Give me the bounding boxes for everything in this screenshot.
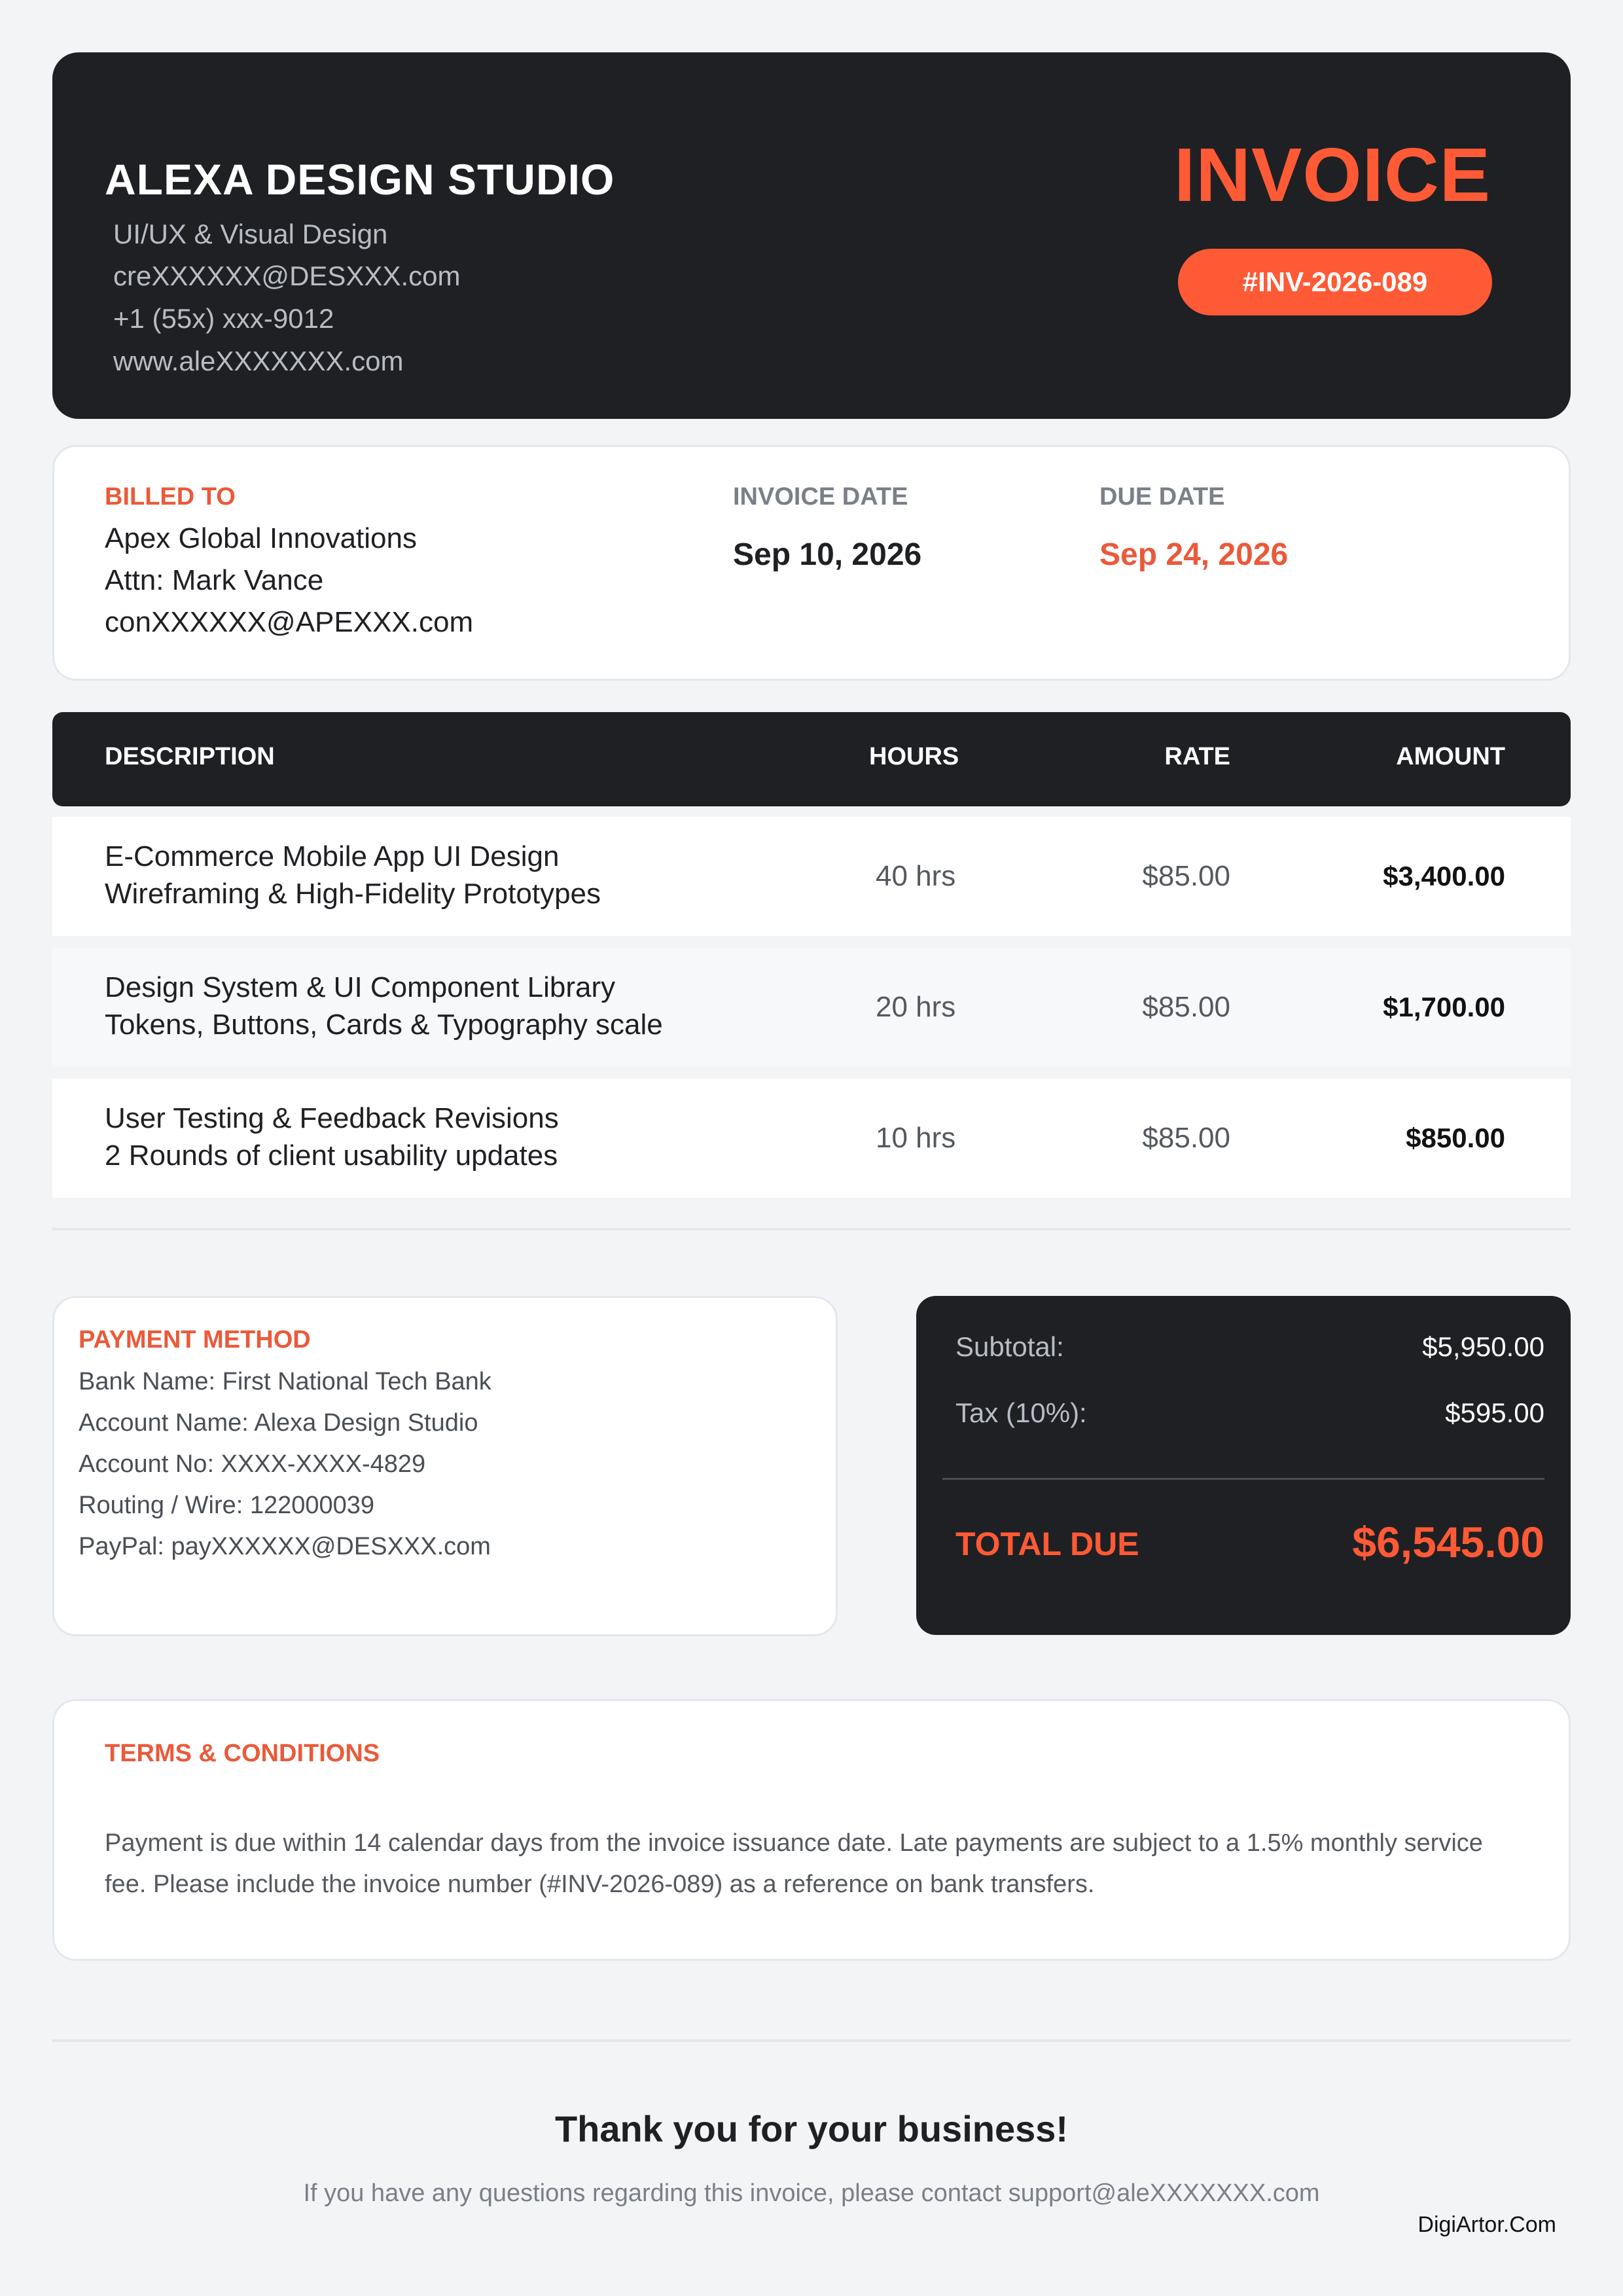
- subtotal-label: Subtotal:: [955, 1331, 1064, 1362]
- invoice-title: INVOICE: [1174, 132, 1491, 217]
- row-hours: 40 hrs: [876, 860, 956, 892]
- row-rate: $85.00: [1142, 1122, 1230, 1154]
- row-title: User Testing & Feedback Revisions: [105, 1102, 559, 1134]
- terms-text: Payment is due within 14 calendar days from the invoice issuance date. Late payments are subject to a 1.5% monthly service fee. Please include the invoice number (#INV-2026-089) as a reference on bank transfers.: [105, 1829, 1483, 1898]
- client-email: conXXXXXX@APEXXX.com: [105, 606, 474, 638]
- column-header-rate: RATE: [1164, 743, 1230, 770]
- total-due-label: TOTAL DUE: [955, 1526, 1139, 1562]
- totals-divider: [942, 1478, 1544, 1480]
- studio-name: ALEXA DESIGN STUDIO: [105, 155, 615, 204]
- invoice-number-badge: #INV-2026-089: [1178, 249, 1492, 315]
- thank-you-message: Thank you for your business!: [554, 2108, 1069, 2149]
- due-date: Sep 24, 2026: [1099, 537, 1289, 572]
- payment-account-name: Account Name: Alexa Design Studio: [79, 1409, 478, 1437]
- payment-account-number: Account No: XXXX-XXXX-4829: [79, 1450, 426, 1478]
- section-divider: [52, 1228, 1571, 1230]
- studio-website: www.aleXXXXXXX.com: [113, 346, 404, 376]
- row-rate: $85.00: [1142, 860, 1230, 892]
- client-company: Apex Global Innovations: [105, 522, 417, 554]
- row-hours: 10 hrs: [876, 1122, 956, 1154]
- tax-value: $595.00: [1445, 1397, 1544, 1428]
- row-hours: 20 hrs: [876, 991, 956, 1023]
- row-title: Design System & UI Component Library: [105, 971, 616, 1003]
- row-subtitle: Wireframing & High-Fidelity Prototypes: [105, 878, 601, 910]
- client-attn: Attn: Mark Vance: [105, 564, 324, 596]
- studio-phone: +1 (55x) xxx-9012: [113, 303, 334, 334]
- column-header-description: DESCRIPTION: [105, 743, 275, 770]
- row-subtitle: 2 Rounds of client usability updates: [105, 1139, 558, 1172]
- payment-bank-name: Bank Name: First National Tech Bank: [79, 1368, 491, 1395]
- payment-paypal: PayPal: payXXXXXX@DESXXX.com: [79, 1533, 491, 1560]
- payment-routing: Routing / Wire: 122000039: [79, 1492, 375, 1519]
- total-due-value: $6,545.00: [1352, 1518, 1544, 1566]
- billed-to-label: BILLED TO: [105, 483, 236, 511]
- footer-divider: [52, 2039, 1571, 2042]
- row-title: E-Commerce Mobile App UI Design: [105, 840, 560, 872]
- payment-method-label: PAYMENT METHOD: [79, 1326, 311, 1354]
- watermark-credit: DigiArtor.Com: [1418, 2212, 1556, 2237]
- row-amount: $1,700.00: [1383, 992, 1505, 1022]
- row-amount: $3,400.00: [1383, 861, 1505, 891]
- column-header-amount: AMOUNT: [1396, 743, 1505, 770]
- invoice-date-label: INVOICE DATE: [733, 483, 908, 511]
- tax-label: Tax (10%):: [955, 1397, 1087, 1428]
- invoice-date: Sep 10, 2026: [733, 537, 922, 572]
- row-amount: $850.00: [1406, 1122, 1505, 1153]
- contact-note: If you have any questions regarding this invoice, please contact support@aleXXXXXXX.com: [303, 2179, 1320, 2207]
- due-date-label: DUE DATE: [1099, 483, 1225, 511]
- row-subtitle: Tokens, Buttons, Cards & Typography scale: [105, 1009, 663, 1041]
- terms-label: TERMS & CONDITIONS: [105, 1740, 380, 1767]
- row-rate: $85.00: [1142, 991, 1230, 1023]
- studio-email: creXXXXXX@DESXXX.com: [113, 260, 461, 291]
- table-header: [52, 712, 1571, 806]
- column-header-hours: HOURS: [869, 743, 959, 770]
- studio-tagline: UI/UX & Visual Design: [113, 219, 388, 249]
- subtotal-value: $5,950.00: [1422, 1331, 1544, 1362]
